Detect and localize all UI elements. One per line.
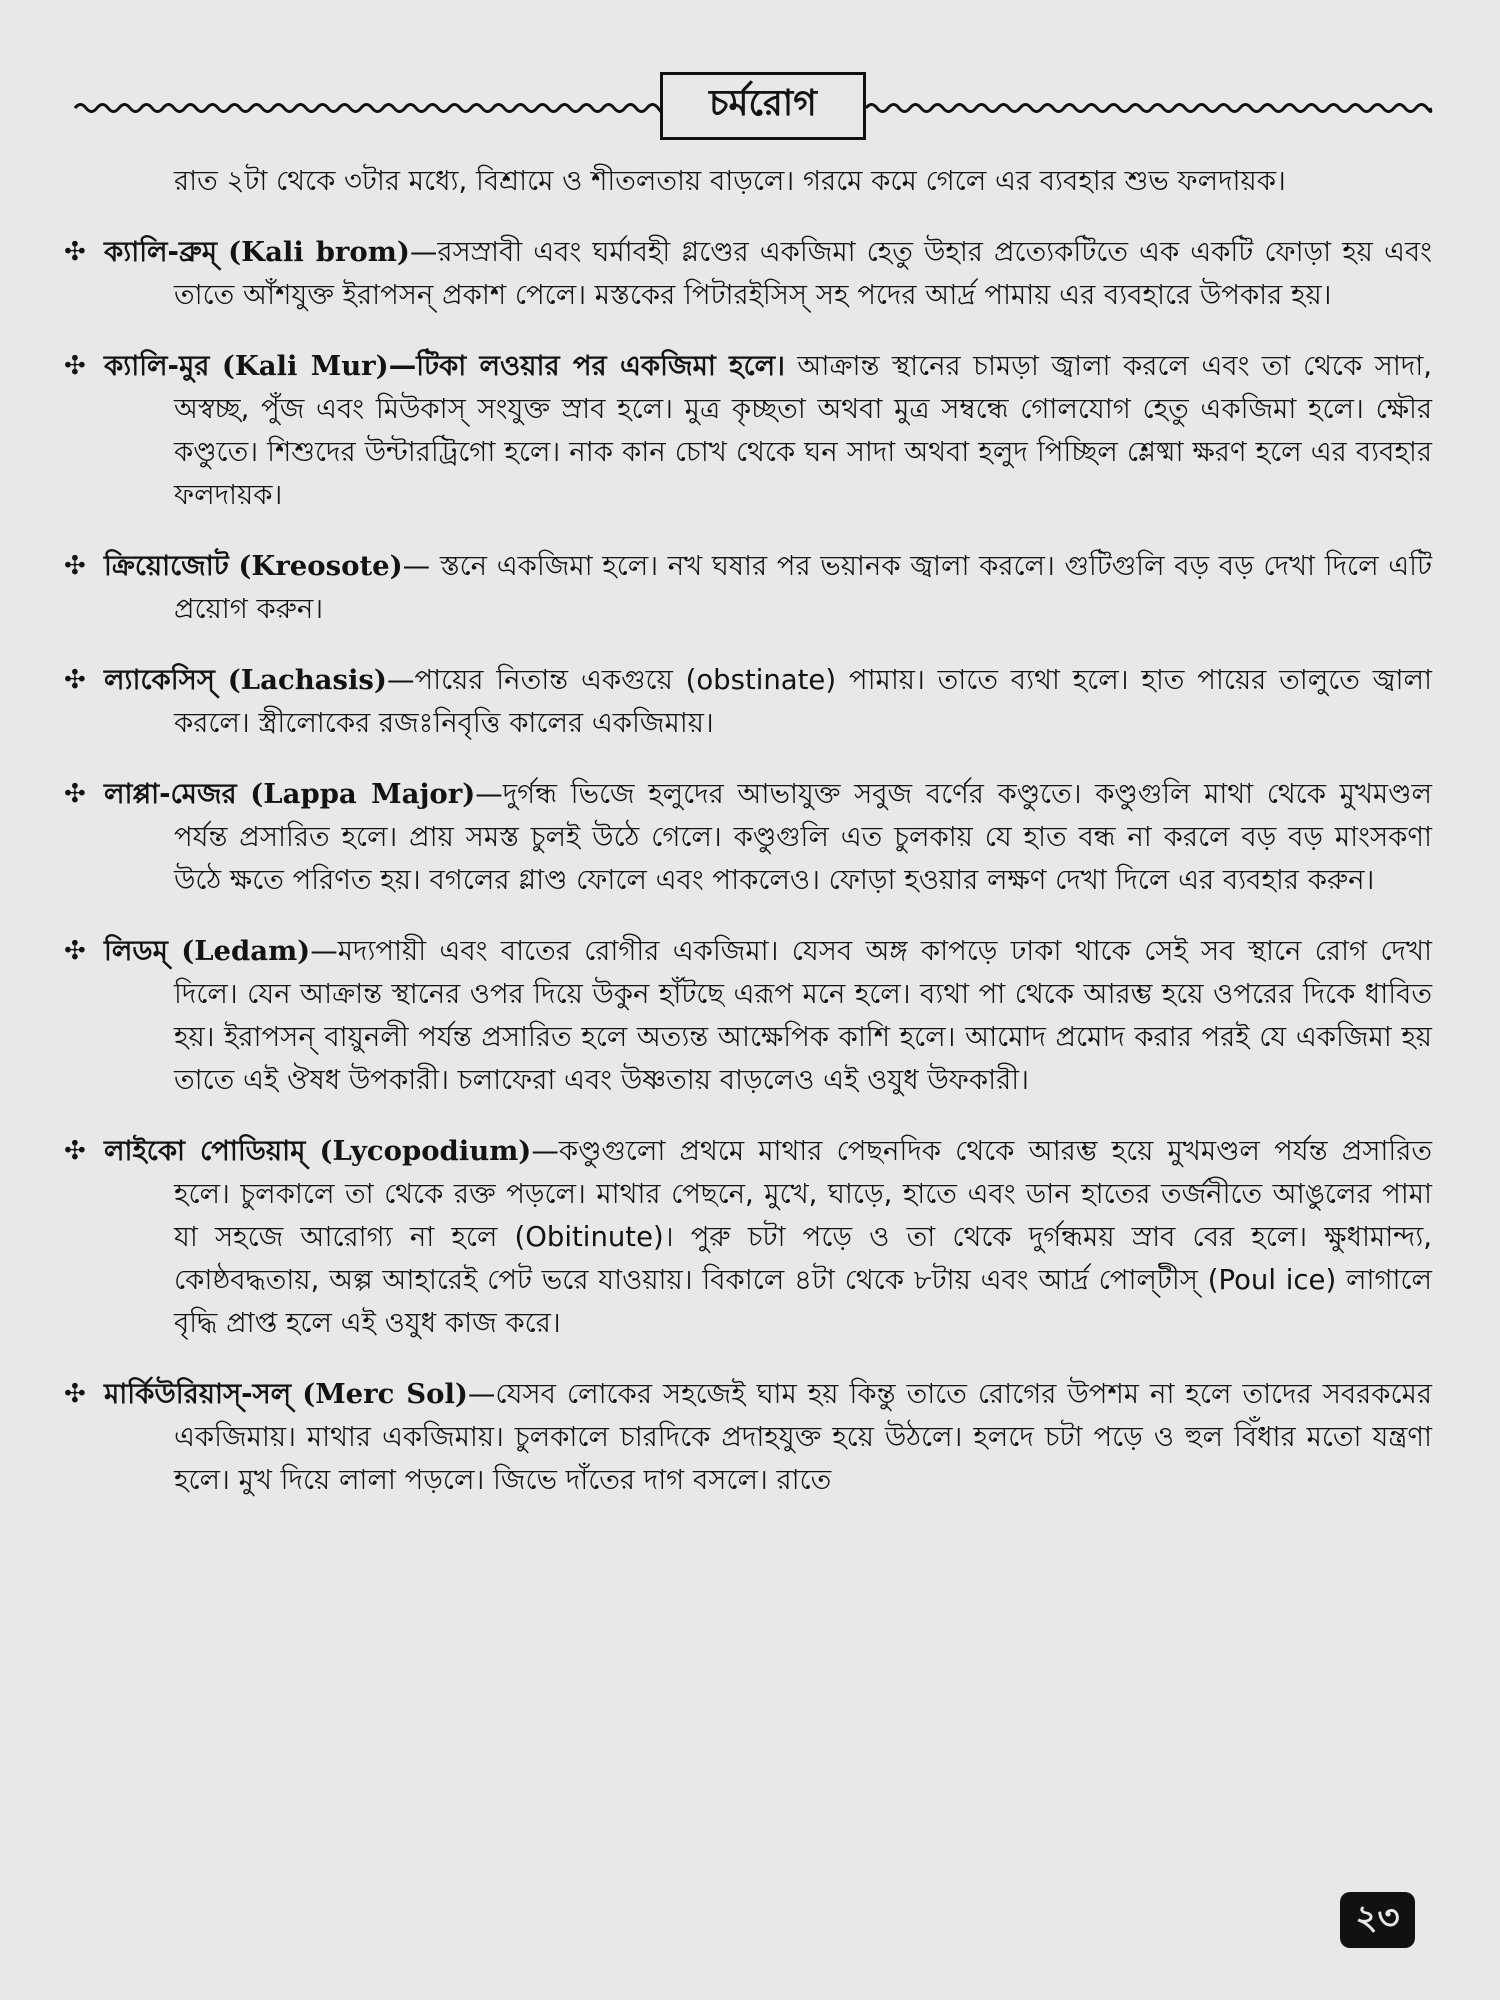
remedy-description: —পায়ের নিতান্ত একগুয়ে (obstinate) পামায়। তাতে ব্যথা হলে। হাত পায়ের তালুতে জ্বালা করলে। স্ত্রীলোকের রজঃনিবৃত্তি কালের একজিমায়। [174, 664, 1432, 739]
remedy-description: —দুর্গন্ধ ভিজে হলুদের আভাযুক্ত সবুজ বর্ণের কণ্ডুতে। কণ্ডুগুলি মাথা থেকে মুখমণ্ডল পর্যন্ত প্রসারিত হলে। প্রায় সমস্ত চুলই উঠে গেলে। কণ্ডুগুলি এত চুলকায় যে হাত বন্ধ না করলে বড় বড় মাংসকণা উঠে ক্ষতে পরিণত হয়। বগলের গ্লাণ্ড ফোলে এবং পাকলেও। ফোড়া হওয়ার লক্ষণ দেখা দিলে এর ব্যবহার করুন। [174, 778, 1432, 896]
remedy-latin-name: (Merc Sol) [302, 1378, 468, 1410]
remedy-entry-lappa-major [62, 773, 1432, 902]
bullet-icon: ✣ [64, 1379, 86, 1409]
remedy-description: আক্রান্ত স্থানের চামড়া জ্বালা করলে এবং তা থেকে সাদা, অস্বচ্ছ, পুঁজ এবং মিউকাস্ সংযুক্ত স্রাব হলে। মুত্র কৃচ্ছতা অথবা মুত্র সম্বন্ধে গোলযোগ হেতু একজিমা হলে। ক্ষৌর কণ্ডুতে। শিশুদের উন্টারট্রিগো হলে। নাক কান চোখ থেকে ঘন সাদা অথবা হলুদ পিচ্ছিল শ্লেষ্মা ক্ষরণ হলে এর ব্যবহার ফলদায়ক। [174, 350, 1432, 511]
remedy-entry-merc-sol [62, 1373, 1432, 1502]
remedy-entry-lachasis [62, 659, 1432, 745]
remedy-description: — স্তনে একজিমা হলে। নখ ঘষার পর ভয়ানক জ্বালা করলে। গুটিগুলি বড় বড় দেখা দিলে এটি প্রয়োগ করুন। [174, 550, 1432, 625]
remedy-name: ক্যালি-ব্রুম্ [104, 236, 218, 268]
bullet-icon: ✣ [64, 779, 86, 809]
bullet-icon: ✣ [64, 1136, 86, 1166]
remedy-entry-ledam [62, 930, 1432, 1102]
document-body [62, 160, 1432, 1502]
bullet-icon: ✣ [64, 936, 86, 966]
page-header [70, 70, 1435, 142]
page-title: চর্মরোগ [660, 72, 866, 140]
remedy-latin-name: (Kali Mur) [221, 350, 389, 382]
remedy-latin-name: (Lycopodium) [319, 1135, 532, 1167]
remedy-bold-note: —টিকা লওয়ার পর একজিমা হলে। [388, 350, 785, 382]
remedy-description: —যেসব লোকের সহজেই ঘাম হয় কিন্তু তাতে রোগের উপশম না হলে তাদের সবরকমের একজিমায়। মাথার একজিমায়। চুলকালে চারদিকে প্রদাহযুক্ত হয়ে উঠলে। হলদে চটা পড়ে ও হুল বিঁধার মতো যন্ত্রণা হলে। মুখ দিয়ে লালা পড়লে। জিভে দাঁতের দাগ বসলে। রাতে [174, 1378, 1432, 1496]
remedy-entry-kali-brom [62, 231, 1432, 317]
remedy-name: লাইকো পোডিয়াম্ [104, 1135, 306, 1167]
remedy-entry-kali-mur [62, 345, 1432, 517]
remedy-description: —রসস্রাবী এবং ঘর্মাবহী গ্লণ্ডের একজিমা হেতু উহার প্রত্যেকটিতে এক একটি ফোড়া হয় এবং তাতে আঁশযুক্ত ইরাপসন্ প্রকাশ পেলে। মস্তকের পিটারইসিস্ সহ পদের আর্দ্র পামায় এর ব্যবহারে উপকার হয়। [174, 236, 1433, 311]
bullet-icon: ✣ [64, 665, 86, 695]
bullet-icon: ✣ [64, 237, 86, 267]
remedy-description: —কণ্ডুগুলো প্রথমে মাথার পেছনদিক থেকে আরম্ভ হয়ে মুখমণ্ডল পর্যন্ত প্রসারিত হলে। চুলকালে তা থেকে রক্ত পড়লে। মাথার পেছনে, মুখে, ঘাড়ে, হাতে এবং ডান হাতের তর্জনীতে আঙুলের পামা যা সহজে আরোগ্য না হলে (Obitinute)। পুরু চটা পড়ে ও তা থেকে দুর্গন্ধময় স্রাব বের হলে। ক্ষুধামান্দ্য, কোষ্ঠবদ্ধতায়, অল্প আহারেই পেট ভরে যাওয়ায়। বিকালে ৪টা থেকে ৮টায় এবং আর্দ্র পোল্‌টীস্ (Poul ice) লাগালে বৃদ্ধি প্রাপ্ত হলে এই ওযুধ কাজ করে। [174, 1135, 1432, 1339]
remedy-latin-name: (Lappa Major) [250, 778, 476, 810]
bullet-icon: ✣ [64, 551, 86, 581]
bullet-icon: ✣ [64, 351, 86, 381]
remedy-description: —মদ্যপায়ী এবং বাতের রোগীর একজিমা। যেসব অঙ্গ কাপড়ে ঢাকা থাকে সেই সব স্থানে রোগ দেখা দিলে। যেন আক্রান্ত স্থানের ওপর দিয়ে উকুন হাঁটছে এরূপ মনে হলে। ব্যথা পা থেকে আরম্ভ হয়ে ওপরের দিকে ধাবিত হয়। ইরাপসন্ বায়ুনলী পর্যন্ত প্রসারিত হলে অত্যন্ত আক্ষেপিক কাশি হলে। আমোদ প্রমোদ করার পরই যে একজিমা হয় তাতে এই ঔষধ উপকারী। চলাফেরা এবং উষ্ণতায় বাড়লেও এই ওযুধ উফকারী। [174, 935, 1432, 1096]
remedy-name: ক্যালি-মুর [104, 350, 210, 382]
remedy-latin-name: (Kali brom) [228, 236, 410, 268]
remedy-name: ক্রিয়োজোট [104, 550, 229, 582]
remedy-name: লাপ্পা-মেজর [104, 778, 237, 810]
remedy-name: মার্কিউরিয়াস্-সল্ [104, 1378, 292, 1410]
remedy-latin-name: (Lachasis) [227, 664, 387, 696]
remedy-entry-lycopodium [62, 1130, 1432, 1345]
intro-paragraph: রাত ২টা থেকে ৩টার মধ্যে, বিশ্রামে ও শীতলতায় বাড়লে। গরমে কমে গেলে এর ব্যবহার শুভ ফলদায়ক। [174, 165, 1286, 197]
remedy-name: ল্যাকেসিস্ [104, 664, 215, 696]
remedy-name: লিডম্ [104, 935, 168, 967]
remedy-latin-name: (Ledam) [181, 935, 311, 967]
page-number: ২৩ [1340, 1892, 1415, 1948]
remedy-latin-name: (Kreosote) [238, 550, 403, 582]
remedy-entry-kreosote [62, 545, 1432, 631]
